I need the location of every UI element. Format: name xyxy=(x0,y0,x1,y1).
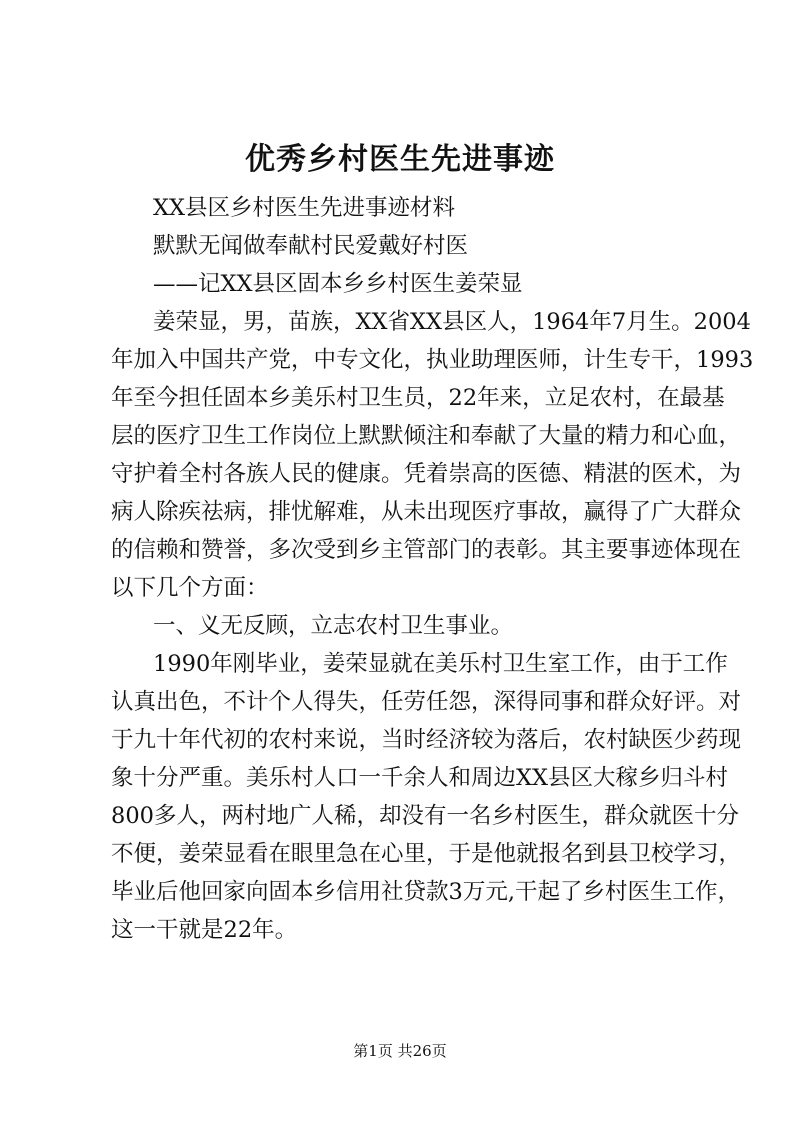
paragraph-line: 毕业后他回家向固本乡信用社贷款3万元,干起了乡村医生工作， xyxy=(111,879,740,905)
section-heading: 一、义无反顾，立志农村卫生事业。 xyxy=(153,613,514,639)
paragraph-line: 认真出色，不计个人得失，任劳任怨，深得同事和群众好评。对 xyxy=(111,689,742,715)
page-number: 第1页 共26页 xyxy=(353,1042,447,1060)
paragraph-line: 的信赖和赞誉，多次受到乡主管部门的表彰。其主要事迹体现在 xyxy=(111,537,742,563)
paragraph-line: 年至今担任固本乡美乐村卫生员，22年来，立足农村，在最基 xyxy=(111,385,725,411)
paragraph-line: 姜荣显，男，苗族，XX省XX县区人，1964年7月生。2004 xyxy=(153,309,751,335)
paragraph-line: 年加入中国共产党，中专文化，执业助理医师，计生专干，1993 xyxy=(111,347,754,373)
paragraph-line: 这一干就是22年。 xyxy=(111,917,298,943)
document-title: 优秀乡村医生先进事迹 xyxy=(245,142,555,177)
paragraph-line: 800多人，两村地广人稀，却没有一名乡村医生，群众就医十分 xyxy=(111,803,739,829)
paragraph-line: 层的医疗卫生工作岗位上默默倾注和奉献了大量的精力和心血， xyxy=(111,423,742,449)
subtitle-material: XX县区乡村医生先进事迹材料 xyxy=(153,195,456,221)
paragraph-line: 病人除疾祛病，排忧解难，从未出现医疗事故，赢得了广大群众 xyxy=(111,499,742,525)
paragraph-line: 于九十年代初的农村来说，当时经济较为落后，农村缺医少药现 xyxy=(111,727,742,753)
paragraph-line: 守护着全村各族人民的健康。凭着崇高的医德、精湛的医术，为 xyxy=(111,461,742,487)
paragraph-line: 象十分严重。美乐村人口一千余人和周边XX县区大稼乡归斗村 xyxy=(111,765,729,791)
paragraph-line: 不便，姜荣显看在眼里急在心里，于是他就报名到县卫校学习， xyxy=(111,841,742,867)
subtitle-byline: ——记XX县区固本乡乡村医生姜荣显 xyxy=(153,271,523,297)
subtitle-headline: 默默无闻做奉献村民爱戴好村医 xyxy=(153,233,469,259)
paragraph-line: 以下几个方面： xyxy=(111,575,269,601)
paragraph-line: 1990年刚毕业，姜荣显就在美乐村卫生室工作，由于工作 xyxy=(153,651,728,677)
